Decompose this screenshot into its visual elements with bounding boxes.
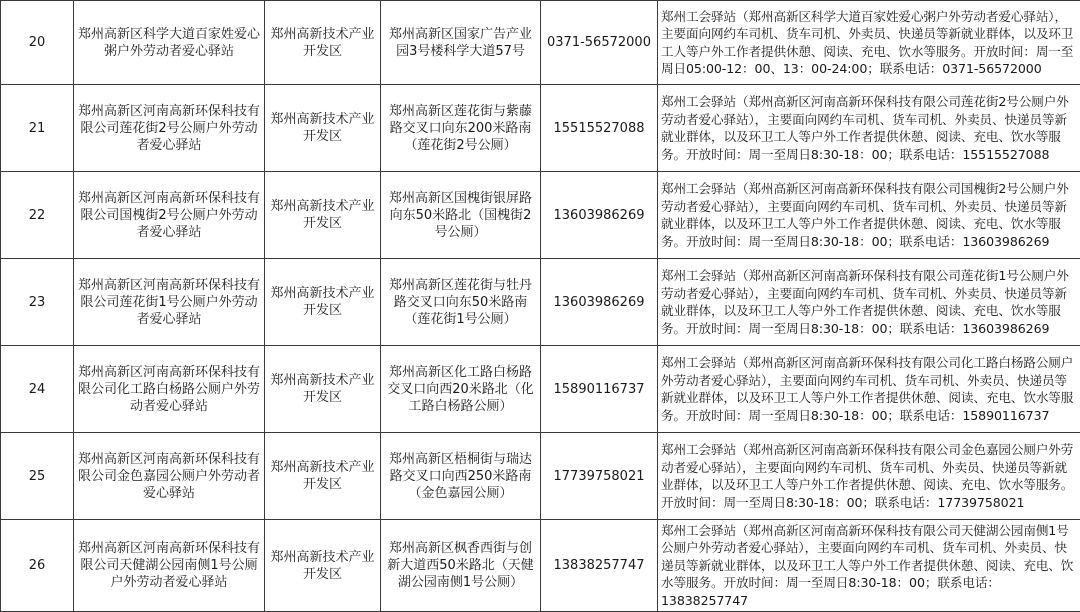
address: 郑州高新区国槐街银屏路向东50米路北（国槐街2号公厕） (381, 172, 541, 259)
phone-number: 17739758021 (541, 433, 658, 520)
row-number: 21 (1, 85, 74, 172)
description: 郑州工会驿站（郑州高新区河南高新环保科技有限公司金色嘉园公厕户外劳动者爱心驿站），主要面向网约车司机、货车司机、外卖员、快递员等新就业群体，以及环卫工人等户外工作者提供休憩、阅读、充电、饮水等服务。开放时间：周一至周日8:30-18：00；联系电话：17739758021 (658, 433, 1080, 520)
description: 郑州工会驿站（郑州高新区河南高新环保科技有限公司国槐街2号公厕户外劳动者爱心驿站），主要面向网约车司机、货车司机、外卖员、快递员等新就业群体，以及环卫工人等户外工作者提供休憩、阅读、充电、饮水等服务。开放时间：周一至周日8:30-18：00；联系电话：13603986269 (658, 172, 1080, 259)
station-name: 郑州高新区河南高新环保科技有限公司莲花街2号公厕户外劳动者爱心驿站 (74, 85, 265, 172)
address: 郑州高新区莲花街与紫藤路交叉口向东200米路南（莲花街2号公厕） (381, 85, 541, 172)
description: 郑州工会驿站（郑州高新区科学大道百家姓爱心粥户外劳动者爱心驿站），主要面向网约车司机、货车司机、外卖员、快递员等新就业群体，以及环卫工人等户外工作者提供休憩、阅读、充电、饮水等服务。开放时间：周一至周日05:00-12：00、13：00-24:00；联系电话：0371-56572000 (658, 1, 1080, 85)
address: 郑州高新区化工路白杨路交叉口向西20米路北（化工路白杨路公厕） (381, 346, 541, 433)
table-row (1, 433, 1080, 520)
row-number: 20 (1, 1, 74, 85)
phone-number: 0371-56572000 (541, 1, 658, 85)
description: 郑州工会驿站（郑州高新区河南高新环保科技有限公司化工路白杨路公厕户外劳动者爱心驿站），主要面向网约车司机、货车司机、外卖员、快递员等新就业群体，以及环卫工人等户外工作者提供休憩、阅读、充电、饮水等服务。开放时间：周一至周日8:30-18：00；联系电话：15890116737 (658, 346, 1080, 433)
station-name: 郑州高新区河南高新环保科技有限公司金色嘉园公厕户外劳动者爱心驿站 (74, 433, 265, 520)
table-row (1, 172, 1080, 259)
district: 郑州高新技术产业开发区 (265, 172, 381, 259)
description: 郑州工会驿站（郑州高新区河南高新环保科技有限公司天健湖公园南侧1号公厕户外劳动者爱心驿站），主要面向网约车司机、货车司机、外卖员、快递员等新就业群体，以及环卫工人等户外工作者提供休憩、阅读、充电、饮水等服务。开放时间：周一至周日8:30-18：00；联系电话：13838257747 (658, 520, 1080, 612)
phone-number: 15890116737 (541, 346, 658, 433)
station-name: 郑州高新区河南高新环保科技有限公司国槐街2号公厕户外劳动者爱心驿站 (74, 172, 265, 259)
address: 郑州高新区梧桐街与瑞达路交叉口向西250米路南（金色嘉园公厕） (381, 433, 541, 520)
row-number: 24 (1, 346, 74, 433)
station-name: 郑州高新区河南高新环保科技有限公司天健湖公园南侧1号公厕户外劳动者爱心驿站 (74, 520, 265, 612)
row-number: 26 (1, 520, 74, 612)
address: 郑州高新区国家广告产业园3号楼科学大道57号 (381, 1, 541, 85)
phone-number: 13603986269 (541, 172, 658, 259)
table-row (1, 520, 1080, 612)
description: 郑州工会驿站（郑州高新区河南高新环保科技有限公司莲花街1号公厕户外劳动者爱心驿站），主要面向网约车司机、货车司机、外卖员、快递员等新就业群体，以及环卫工人等户外工作者提供休憩、阅读、充电、饮水等服务。开放时间：周一至周日8:30-18：00；联系电话：13603986269 (658, 259, 1080, 346)
table-row (1, 85, 1080, 172)
table-row (1, 346, 1080, 433)
table-row (1, 259, 1080, 346)
district: 郑州高新技术产业开发区 (265, 520, 381, 612)
row-number: 22 (1, 172, 74, 259)
district: 郑州高新技术产业开发区 (265, 259, 381, 346)
row-number: 25 (1, 433, 74, 520)
station-name: 郑州高新区河南高新环保科技有限公司化工路白杨路公厕户外劳动者爱心驿站 (74, 346, 265, 433)
table-row (1, 1, 1080, 85)
phone-number: 13603986269 (541, 259, 658, 346)
district: 郑州高新技术产业开发区 (265, 1, 381, 85)
district: 郑州高新技术产业开发区 (265, 85, 381, 172)
description: 郑州工会驿站（郑州高新区河南高新环保科技有限公司莲花街2号公厕户外劳动者爱心驿站），主要面向网约车司机、货车司机、外卖员、快递员等新就业群体，以及环卫工人等户外工作者提供休憩、阅读、充电、饮水等服务。开放时间：周一至周日8:30-18：00；联系电话：15515527088 (658, 85, 1080, 172)
row-number: 23 (1, 259, 74, 346)
station-name: 郑州高新区科学大道百家姓爱心粥户外劳动者爱心驿站 (74, 1, 265, 85)
district: 郑州高新技术产业开发区 (265, 433, 381, 520)
phone-number: 13838257747 (541, 520, 658, 612)
station-name: 郑州高新区河南高新环保科技有限公司莲花街1号公厕户外劳动者爱心驿站 (74, 259, 265, 346)
district: 郑州高新技术产业开发区 (265, 346, 381, 433)
address: 郑州高新区枫香西街与创新大道西50米路北（天健湖公园南侧1号公厕） (381, 520, 541, 612)
address: 郑州高新区莲花街与牡丹路交叉口向东50米路南（莲花街1号公厕） (381, 259, 541, 346)
phone-number: 15515527088 (541, 85, 658, 172)
